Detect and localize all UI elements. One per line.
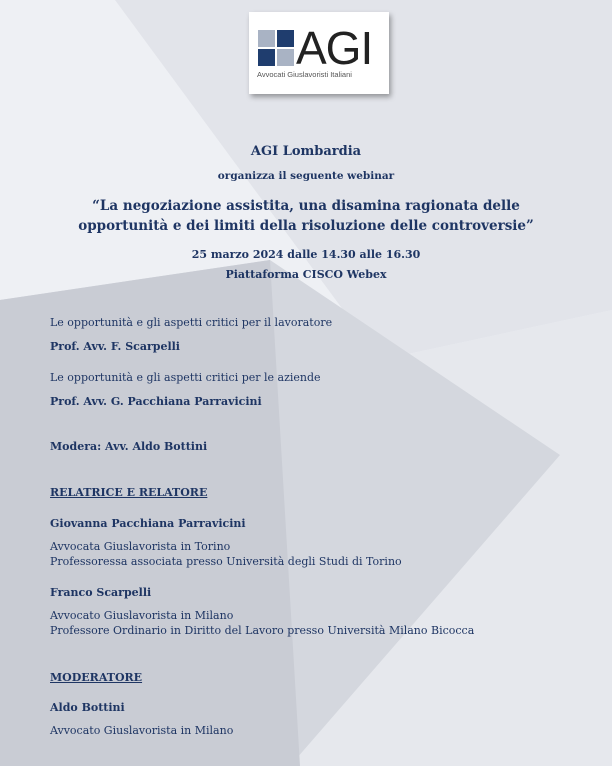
speaker-2-role-1: Avvocato Giuslavorista in Milano [50, 609, 234, 622]
event-platform: Piattaforma CISCO Webex [225, 268, 387, 281]
event-intro: organizza il seguente webinar [217, 170, 395, 182]
program-speaker-1: Prof. Avv. F. Scarpelli [50, 340, 180, 353]
program-speaker-2: Prof. Avv. G. Pacchiana Parravicini [50, 395, 262, 408]
speaker-1-name: Giovanna Pacchiana Parravicini [50, 517, 246, 530]
speaker-1-role-1: Avvocata Giuslavorista in Torino [50, 540, 231, 553]
event-title-line2: opportunità e dei limiti della risoluzione delle controversie” [78, 218, 534, 234]
speaker-2-role-2: Professore Ordinario in Diritto del Lavoro presso Università Milano Bicocca [50, 624, 475, 637]
event-date: 25 marzo 2024 dalle 14.30 alle 16.30 [191, 248, 421, 261]
program-moderator: Modera: Avv. Aldo Bottini [50, 440, 208, 453]
moderator-heading: MODERATORE [50, 671, 143, 684]
org-name: AGI Lombardia [250, 144, 362, 159]
speaker-1-role-2: Professoressa associata presso Università degli Studi di Torino [50, 555, 402, 568]
speaker-2-name: Franco Scarpelli [50, 586, 152, 599]
moderator-role: Avvocato Giuslavorista in Milano [50, 724, 234, 737]
logo-wordmark: AGI [296, 22, 373, 74]
speakers-heading: RELATRICE E RELATORE [50, 486, 208, 499]
agi-logo [249, 12, 389, 94]
program-topic-1: Le opportunità e gli aspetti critici per il lavoratore [50, 316, 333, 329]
agi-grid-icon [258, 30, 294, 66]
logo-subtitle: Avvocati Giuslavoristi Italiani [257, 70, 352, 79]
event-title-line1: “La negoziazione assistita, una disamina ragionata delle [92, 198, 520, 214]
program-topic-2: Le opportunità e gli aspetti critici per le aziende [50, 371, 321, 384]
moderator-name: Aldo Bottini [50, 701, 125, 714]
